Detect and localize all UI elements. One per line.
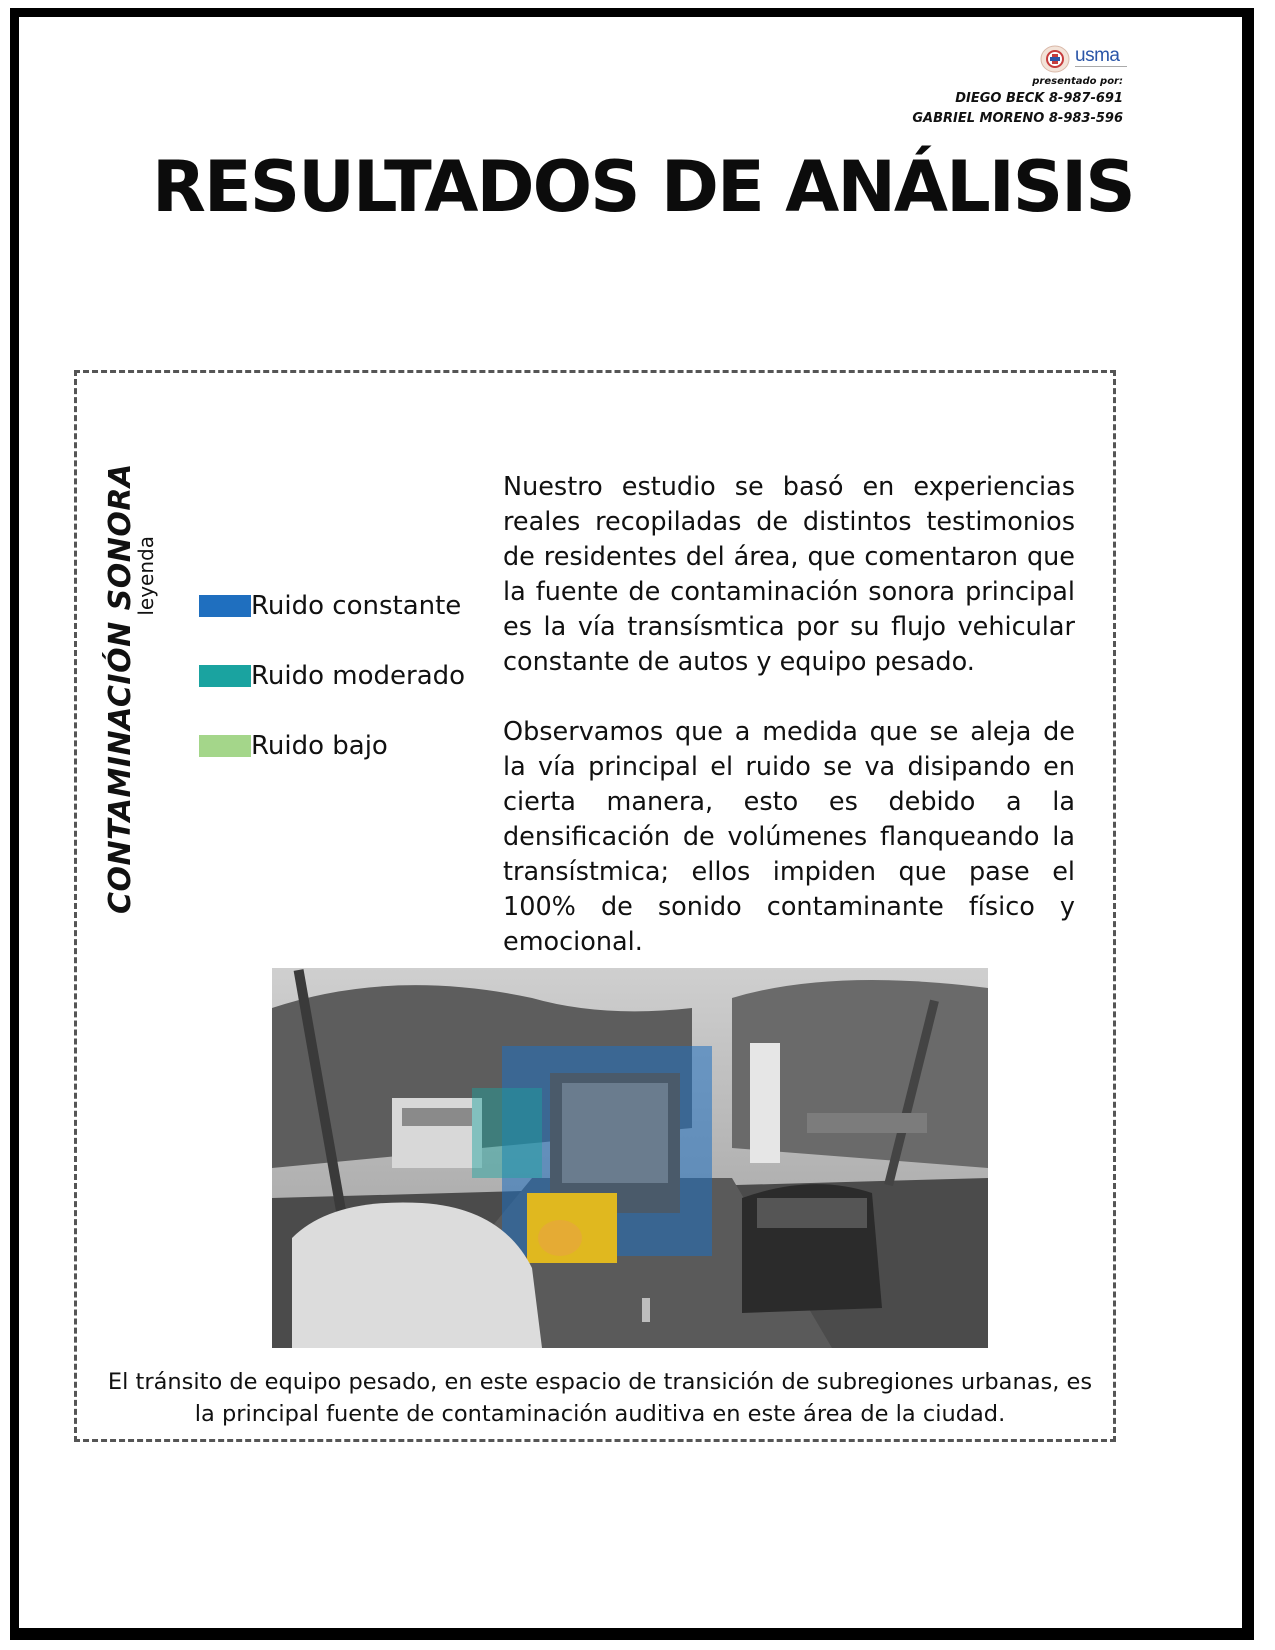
section-vertical-title [103,463,158,914]
logo-text: usma [1075,44,1120,66]
noise-legend [199,592,465,802]
usma-logo [1039,44,1127,74]
photo-caption: El tránsito de equipo pesado, en este espacio de transición de subregiones urbanas, es la principal fuente de contaminación auditiva en este área de la ciudad. [107,1369,1093,1427]
legend-swatch [199,595,251,617]
legend-item [199,662,465,690]
section-subtitle: leyenda [134,536,158,616]
university-emblem-icon [1039,44,1073,74]
description-paragraph: Observamos que a medida que se aleja de la vía principal el ruido se va disipando en cierta manera, esto es debido a la densificación de volúmenes flanqueando la transístmica; ellos impiden que pase el 100% de sonido contaminante físico y emocional. [503,717,1075,957]
presented-by-label: presentado por: [1032,76,1123,87]
legend-label: Ruido moderado [251,661,466,691]
section-title: CONTAMINACIÓN SONORA [103,463,138,914]
author-name: DIEGO BECK 8-987-691 [955,91,1123,106]
legend-swatch [199,665,251,687]
author-name: GABRIEL MORENO 8-983-596 [912,111,1123,126]
street-traffic-photo [272,968,988,1348]
legend-label: Ruido bajo [251,731,388,761]
legend-label: Ruido constante [251,591,462,621]
legend-item [199,732,465,760]
traffic-photo-illustration [272,968,988,1348]
logo-wordmark [1075,46,1127,73]
analysis-description [503,470,1075,995]
page-title: RESULTADOS DE ANÁLISIS [152,146,1134,228]
description-paragraph: Nuestro estudio se basó en experiencias reales recopiladas de distintos testimonios de residentes del área, que comentaron que la fuente de contaminación sonora principal es la vía transísmtica por su flujo vehicular constante de autos y equipo pesado. [503,472,1075,677]
legend-item [199,592,465,620]
credits-block [912,74,1123,129]
legend-swatch [199,735,251,757]
logo-tagline-mark [1075,66,1127,73]
